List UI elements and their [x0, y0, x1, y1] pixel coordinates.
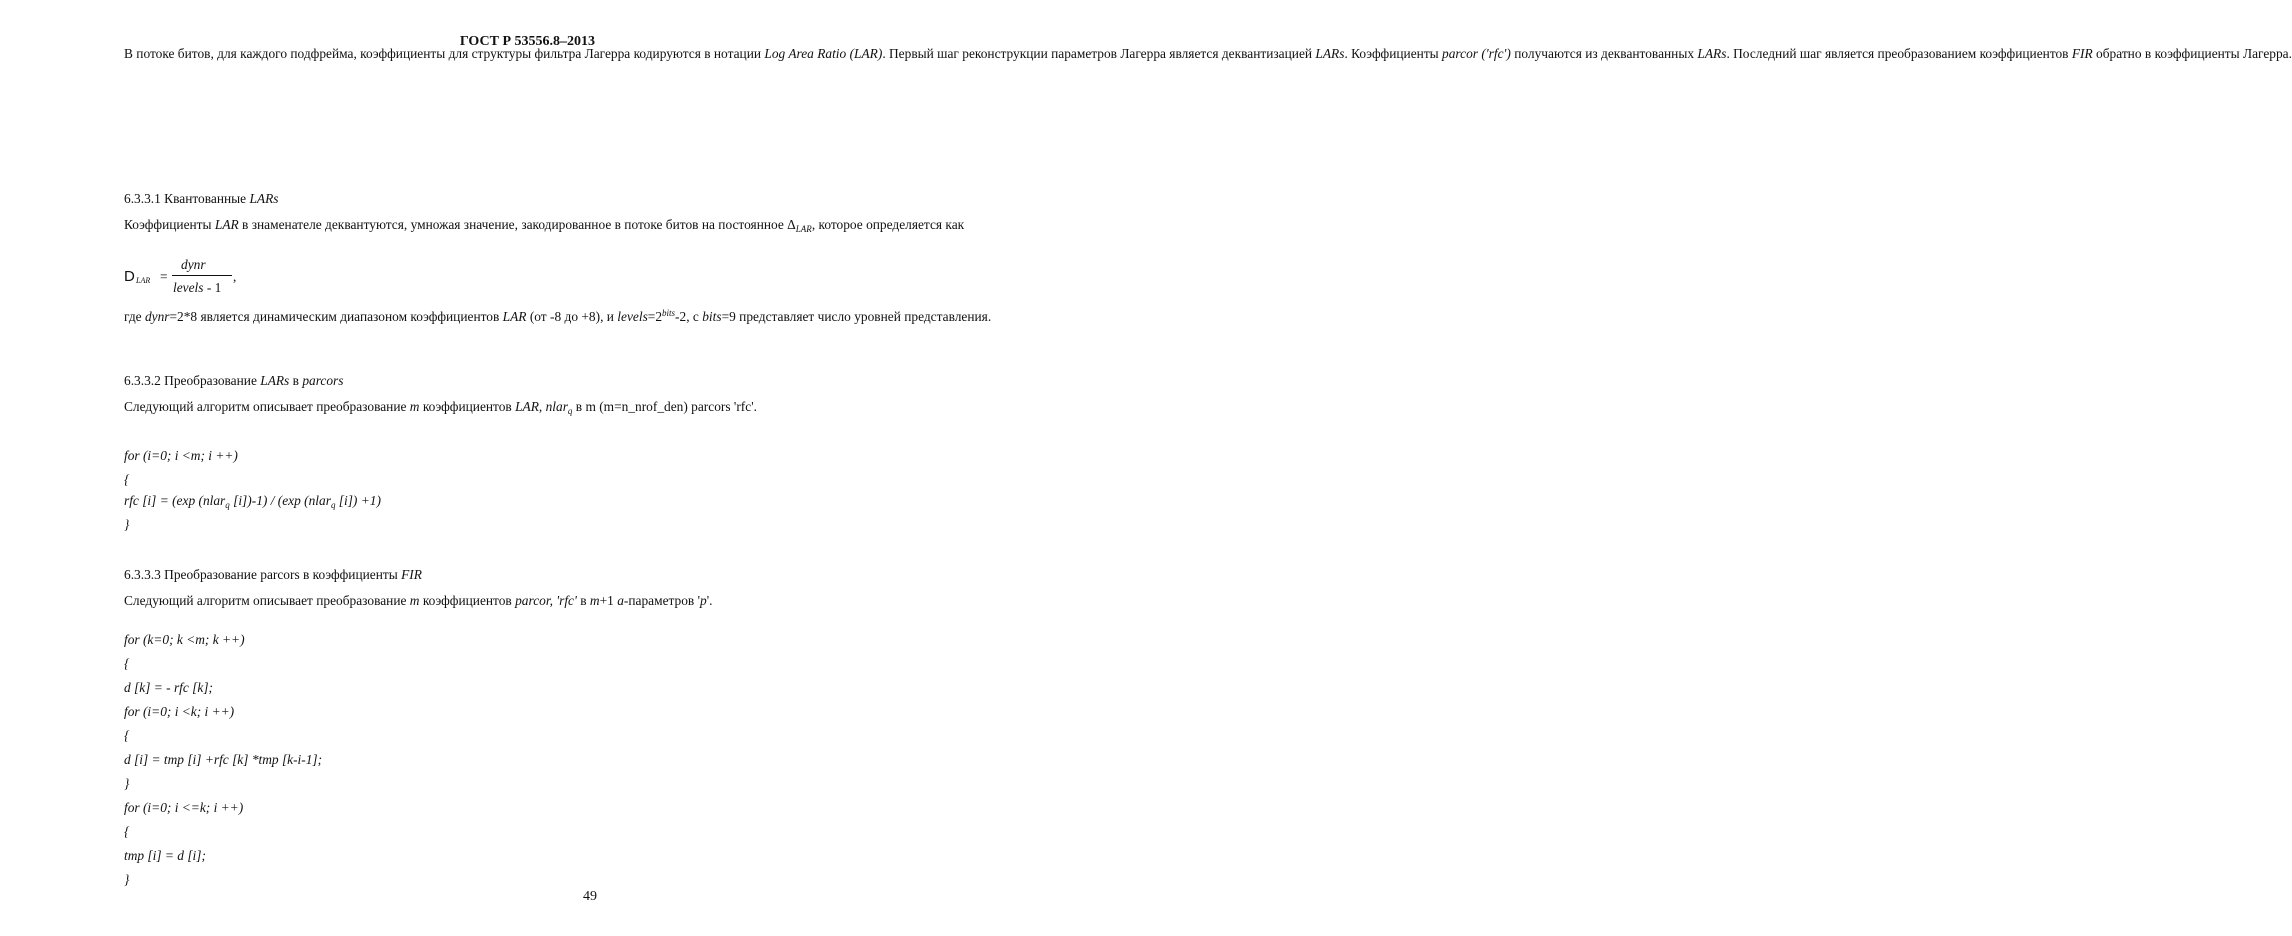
- formula-equals: =: [160, 269, 168, 284]
- formula-delta-symbol: D: [124, 268, 135, 285]
- code-line: for (k=0; k <m; k ++): [124, 632, 245, 647]
- paragraph-parcor-to-fir: Следующий алгоритм описывает преобразование m коэффициентов parcor, 'rfc' в m+1 a-параметров 'p'.: [124, 593, 713, 608]
- section-heading-6-3-3-1: 6.3.3.1 Квантованные LARs: [124, 191, 279, 206]
- document-header: ГОСТ Р 53556.8–2013: [459, 34, 595, 49]
- code-line: for (i=0; i <=k; i ++): [124, 800, 244, 815]
- code-line: for (i=0; i <m; i ++): [124, 448, 238, 463]
- paragraph-lar-to-parcor: Следующий алгоритм описывает преобразование m коэффициентов LAR, nlar$_q$ в m (m=n_nrof_den) parcors 'rfc'.: [124, 399, 757, 416]
- section-heading-6-3-3-2: 6.3.3.2 Преобразование LARs в parcors: [124, 373, 344, 388]
- formula-denominator: levels - 1: [173, 280, 222, 295]
- code-line: {: [124, 728, 130, 743]
- paragraph-dynr-definition: где dynr=2*8 является динамическим диапазоном коэффициентов LAR (от -8 до +8), и $levels=2^{bits}-2$, с bits=9 представляет число уровней представления.: [124, 308, 992, 324]
- formula-numerator: dynr: [181, 257, 206, 272]
- section-heading-6-3-3-3: 6.3.3.3 Преобразование parcors в коэффициенты FIR: [124, 567, 422, 582]
- formula-fraction-bar: [172, 275, 232, 276]
- code-line: d [k] = - rfc [k];: [124, 680, 213, 695]
- page-number: 49: [583, 889, 597, 904]
- code-line: }: [124, 872, 130, 887]
- code-line: }: [124, 517, 130, 532]
- code-line: {: [124, 472, 130, 487]
- delta-lar-formula: [124, 255, 254, 299]
- code-line: rfc [i] = (exp (nlar$_q$ [i])-1) / (exp (nlar$_q$ [i]) +1): [124, 493, 381, 510]
- code-line: {: [124, 824, 130, 839]
- paragraph-lar-dequant: Коэффициенты LAR в знаменателе деквантуются, умножая значение, закодированное в потоке битов на постоянное $\Delta_{LAR}$, которое определяется как: [124, 217, 965, 234]
- formula-delta-subscript: LAR: [136, 276, 151, 285]
- paragraph-intro: В потоке битов, для каждого подфрейма, коэффициенты для структуры фильтра Лагерра кодируются в нотации Log Area Ratio (LAR). Первый шаг реконструкции параметров Лагерра является деквантизацией LARs. Коэффициенты parcor ('rfc') получаются из деквантованных LARs. Последний шаг является преобразованием коэффициентов FIR обратно в коэффициенты Лагерра.: [124, 46, 2292, 61]
- code-line: for (i=0; i <k; i ++): [124, 704, 235, 719]
- code-line: {: [124, 656, 130, 671]
- formula-comma: ,: [233, 269, 237, 284]
- code-line: tmp [i] = d [i];: [124, 848, 206, 863]
- code-line: d [i] = tmp [i] +rfc [k] *tmp [k-i-1];: [124, 752, 323, 767]
- code-line: }: [124, 776, 130, 791]
